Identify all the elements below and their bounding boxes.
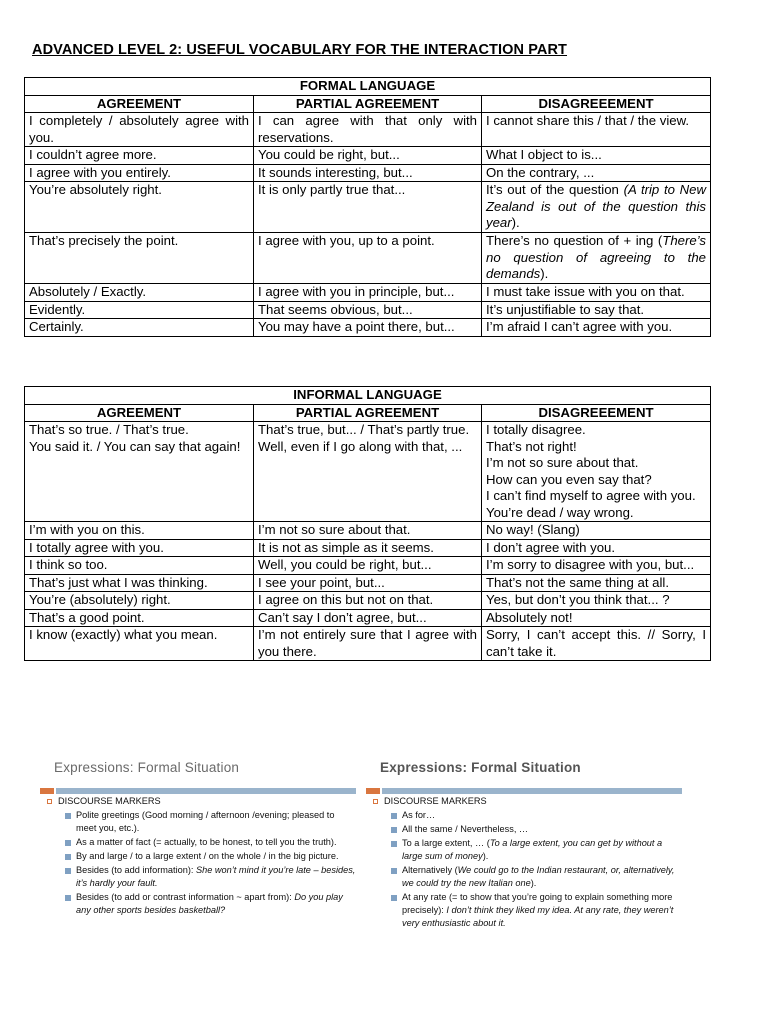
table-row [25, 422, 711, 522]
item-text: As a matter of fact (= actually, to be honest, to tell you the truth). [76, 837, 337, 847]
list-item [46, 809, 356, 835]
item-text: Polite greetings (Good morning / afternoon /evening; pleased to meet you, etc.). [76, 810, 335, 833]
table-row [25, 164, 711, 182]
table-cell: Well, you could be right, but... [254, 557, 482, 575]
table-cell: That’s not the same thing at all. [482, 574, 711, 592]
table-cell: I agree with you entirely. [25, 164, 254, 182]
cell-line: That’s so true. / That’s true. [29, 422, 189, 437]
cell-line: Well, even if I go along with that, ... [258, 438, 463, 454]
table-row [25, 319, 711, 337]
table-row [25, 147, 711, 165]
table-cell [25, 422, 254, 522]
slide-bullet-list [372, 794, 682, 930]
list-item [372, 809, 682, 822]
table-cell: It’s unjustifiable to say that. [482, 301, 711, 319]
table-row [25, 301, 711, 319]
cell-line: You’re dead / way wrong. [486, 504, 634, 520]
column-header: AGREEMENT [25, 95, 254, 113]
table-row [25, 557, 711, 575]
table-row [25, 627, 711, 661]
table-cell: I’m sorry to disagree with you, but... [482, 557, 711, 575]
item-text: As for… [402, 810, 436, 820]
table-row [25, 539, 711, 557]
table-row [25, 113, 711, 147]
example-text: There’s no question of agreeing to the demands [486, 233, 707, 281]
slide-thumbnail-left [40, 752, 360, 962]
item-example: She won’t mind it you’re late – besides, it’s hardly your fault. [76, 865, 356, 888]
table-row [25, 592, 711, 610]
table-cell: I’m not entirely sure that I agree with you there. [254, 627, 482, 661]
cell-line: I totally disagree. [486, 422, 586, 437]
informal-section-title: INFORMAL LANGUAGE [25, 387, 711, 405]
informal-language-table [24, 386, 711, 661]
cell-text: ). [511, 215, 520, 230]
slide-title: Expressions: Formal Situation [54, 760, 240, 775]
list-item [372, 837, 682, 863]
table-cell: That’s precisely the point. [25, 233, 254, 284]
table-cell: I don’t agree with you. [482, 539, 711, 557]
column-header: AGREEMENT [25, 404, 254, 422]
table-cell: What I object to is... [482, 147, 711, 165]
table-cell: I cannot share this / that / the view. [482, 113, 711, 147]
slide-bullet-list [46, 794, 356, 917]
item-text: By and large / to a large extent / on the whole / in the big picture. [76, 851, 339, 861]
table-cell: You may have a point there, but... [254, 319, 482, 337]
cell-line: I’m not so sure about that. [486, 455, 639, 470]
cell-text: ). [540, 266, 549, 281]
table-row [25, 522, 711, 540]
page-title: ADVANCED LEVEL 2: USEFUL VOCABULARY FOR THE INTERACTION PART [32, 42, 568, 58]
table-cell: I’m not so sure about that. [254, 522, 482, 540]
table-cell: That’s a good point. [25, 609, 254, 627]
slide-heading: DISCOURSE MARKERS [46, 795, 356, 808]
table-cell: I must take issue with you on that. [482, 284, 711, 302]
table-cell [482, 182, 711, 233]
item-text: ). [482, 851, 489, 861]
item-example: To a large extent, you can get by without a large sum of money [402, 838, 663, 861]
table-cell: You’re absolutely right. [25, 182, 254, 233]
table-cell: Certainly. [25, 319, 254, 337]
table-cell: I’m afraid I can’t agree with you. [482, 319, 711, 337]
slide-heading: DISCOURSE MARKERS [372, 795, 682, 808]
item-text: ). [530, 878, 537, 888]
item-text: All the same / Nevertheless, … [402, 824, 529, 834]
formal-language-table [24, 77, 711, 337]
item-text: Alternatively ( [402, 865, 458, 875]
table-cell: You’re (absolutely) right. [25, 592, 254, 610]
column-header: PARTIAL AGREEMENT [254, 95, 482, 113]
table-cell: I can agree with that only with reservations. [254, 113, 482, 147]
table-cell: Yes, but don’t you think that... ? [482, 592, 711, 610]
cell-line: That’s true, but... / That’s partly true. [258, 422, 470, 437]
table-cell: That’s just what I was thinking. [25, 574, 254, 592]
table-cell: It is only partly true that... [254, 182, 482, 233]
table-cell: It sounds interesting, but... [254, 164, 482, 182]
list-item [46, 864, 356, 890]
column-header: DISAGREEEMENT [482, 95, 711, 113]
list-item [372, 864, 682, 890]
table-header-row [25, 95, 711, 113]
table-cell: I agree with you, up to a point. [254, 233, 482, 284]
table-row [25, 609, 711, 627]
cell-line: I can’t find myself to agree with you. [486, 488, 696, 503]
slide-title: Expressions: Formal Situation [380, 760, 581, 775]
table-cell: I totally agree with you. [25, 539, 254, 557]
list-item [46, 836, 356, 849]
cell-line: That’s not right! [486, 438, 577, 454]
table-cell: I couldn’t agree more. [25, 147, 254, 165]
table-cell: I agree on this but not on that. [254, 592, 482, 610]
item-text: To a large extent, … ( [402, 838, 490, 848]
item-example: We could go to the Indian restaurant, or, alternatively, we could try the new Italian one [402, 865, 675, 888]
list-item [372, 823, 682, 836]
table-cell: I know (exactly) what you mean. [25, 627, 254, 661]
table-header-row [25, 404, 711, 422]
list-item [46, 850, 356, 863]
table-cell: I agree with you in principle, but... [254, 284, 482, 302]
table-cell [482, 233, 711, 284]
item-text: At any rate (= to show that you’re going to explain something more precisely): [402, 892, 673, 915]
table-cell: That seems obvious, but... [254, 301, 482, 319]
table-row [25, 182, 711, 233]
table-cell: You could be right, but... [254, 147, 482, 165]
example-text: (A trip to New Zealand is out of the question this year [486, 182, 707, 230]
cell-line: How can you even say that? [486, 471, 652, 487]
table-cell: I’m with you on this. [25, 522, 254, 540]
table-row [25, 233, 711, 284]
table-cell [254, 422, 482, 522]
cell-text: There’s no question of + ing ( [486, 233, 663, 248]
column-header: PARTIAL AGREEMENT [254, 404, 482, 422]
table-section-header [25, 78, 711, 96]
item-example: I don’t think they liked my idea. At any rate, they weren’t very enthusiastic about it. [402, 905, 674, 928]
table-row [25, 574, 711, 592]
table-cell: It is not as simple as it seems. [254, 539, 482, 557]
table-section-header [25, 387, 711, 405]
table-cell: No way! (Slang) [482, 522, 711, 540]
list-item [372, 891, 682, 930]
item-text: Besides (to add information): [76, 865, 197, 875]
column-header: DISAGREEEMENT [482, 404, 711, 422]
table-cell: Absolutely not! [482, 609, 711, 627]
table-cell: I think so too. [25, 557, 254, 575]
list-item [46, 891, 356, 917]
table-cell [482, 422, 711, 522]
item-example: Do you play any other sports besides basketball? [76, 892, 343, 915]
table-cell: Sorry, I can’t accept this. // Sorry, I can’t take it. [482, 627, 711, 661]
table-row [25, 284, 711, 302]
table-cell: I see your point, but... [254, 574, 482, 592]
table-cell: On the contrary, ... [482, 164, 711, 182]
slide-thumbnail-right [366, 752, 686, 962]
table-cell: Evidently. [25, 301, 254, 319]
item-text: Besides (to add or contrast information ~ apart from): [76, 892, 295, 902]
formal-section-title: FORMAL LANGUAGE [25, 78, 711, 96]
cell-line: You said it. / You can say that again! [29, 438, 241, 454]
table-cell: Absolutely / Exactly. [25, 284, 254, 302]
table-cell: Can’t say I don’t agree, but... [254, 609, 482, 627]
cell-text: It’s out of the question [486, 182, 624, 197]
table-cell: I completely / absolutely agree with you. [25, 113, 254, 147]
